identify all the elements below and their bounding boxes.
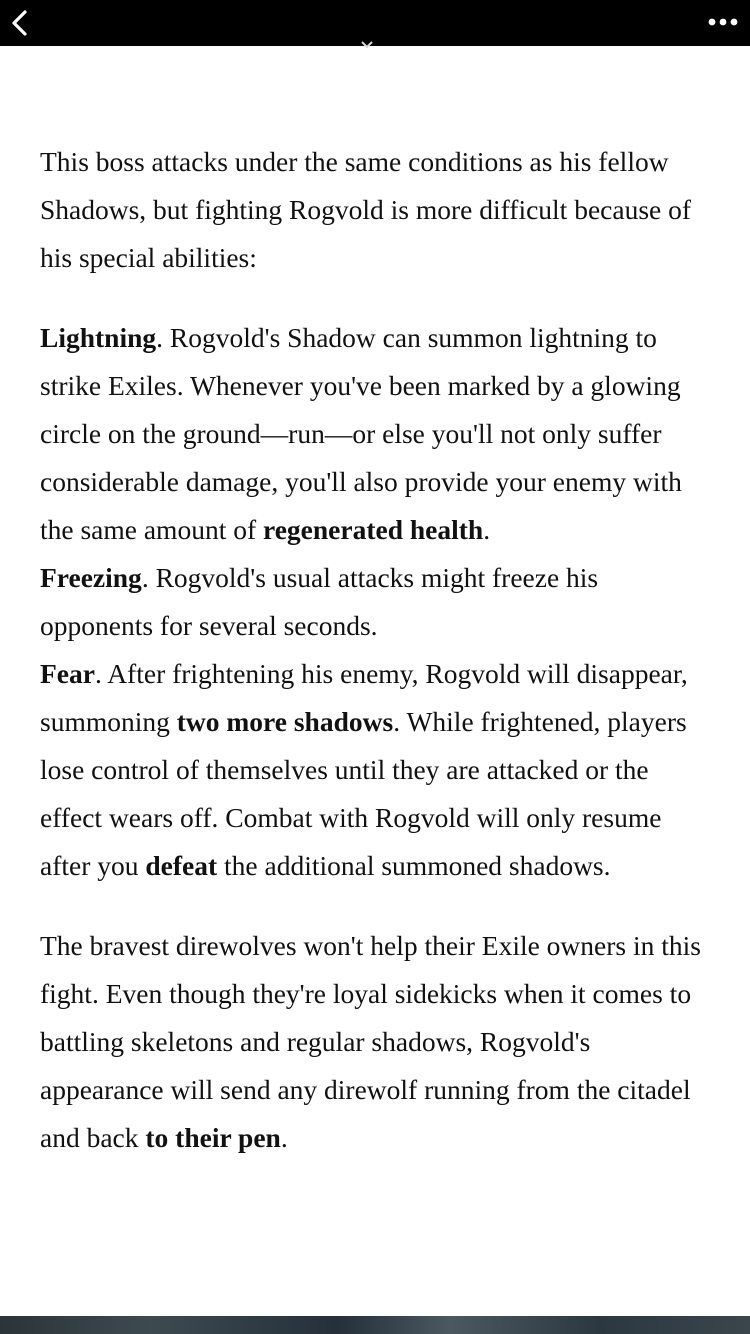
article-body <box>40 138 712 1162</box>
paragraph-gap <box>40 890 712 922</box>
lightning-text: . Rogvold's Shadow can summon lightning to strike Exiles. Whenever you've been marked by a glowing circle on the ground—run—or else you'll not only suffer considerable damage, you'll also provide your enemy with the same amount of <box>40 322 682 545</box>
defeat-text: defeat <box>145 850 218 881</box>
chevron-left-icon <box>8 9 30 37</box>
fear-heading: Fear <box>40 658 95 689</box>
lightning-paragraph <box>40 314 712 554</box>
freezing-text: . Rogvold's usual attacks might freeze his opponents for several seconds. <box>40 562 599 641</box>
fear-text-middle: . While frightened, players lose control of themselves until they are attacked or the effect wears off. Combat with Rogvold will only resume after you <box>40 706 687 881</box>
direwolves-text-end: . <box>280 1122 288 1153</box>
to-their-pen-text: to their pen <box>145 1122 281 1153</box>
direwolves-text: The bravest direwolves won't help their Exile owners in this fight. Even though they're loyal sidekicks when it comes to battling skeletons and regular shadows, Rogvold's appearance will send any direwolf running from the citadel and back <box>40 930 701 1153</box>
fear-paragraph <box>40 650 712 890</box>
direwolves-paragraph <box>40 922 712 1162</box>
fear-text-end: the additional summoned shadows. <box>217 850 611 881</box>
pull-indicator-icon <box>360 40 374 50</box>
intro-paragraph: This boss attacks under the same conditions as his fellow Shadows, but fighting Rogvold is more difficult because of his special abilities: <box>40 146 692 273</box>
top-navigation-bar <box>0 0 750 46</box>
freezing-heading: Freezing <box>40 562 142 593</box>
back-button[interactable] <box>0 0 46 46</box>
two-more-shadows-text: two more shadows <box>176 706 394 737</box>
more-dots-icon <box>708 17 738 27</box>
more-options-button[interactable] <box>690 0 750 46</box>
next-image-preview <box>0 1316 750 1334</box>
lightning-heading: Lightning <box>40 322 157 353</box>
regenerated-health-text: regenerated health <box>263 514 484 545</box>
fear-text: . After frightening his enemy, Rogvold will disappear, summoning <box>40 658 688 737</box>
paragraph-gap <box>40 282 712 314</box>
freezing-paragraph <box>40 554 712 650</box>
lightning-text-end: . <box>483 514 491 545</box>
